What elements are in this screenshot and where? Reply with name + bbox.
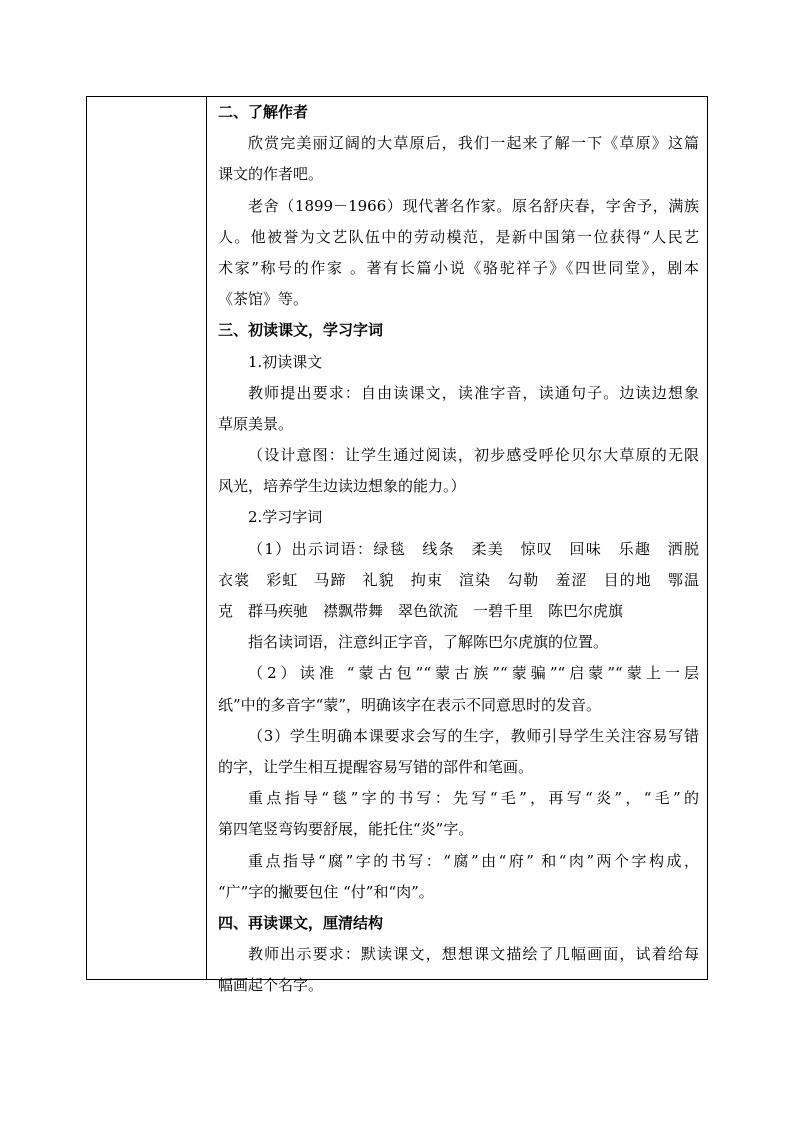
section-heading: [218, 908, 699, 939]
text-line: 克 群马疾驰 襟飘带舞 翠色欲流 一碧千里 陈巴尔虎旗: [218, 602, 624, 620]
text-line: （1）出示词语：绿毯 线条 柔美 惊叹 回味 乐趣 洒脱: [248, 539, 699, 558]
text-line: 幅画起个名字。: [218, 976, 324, 995]
text-line: 《茶馆》等。: [218, 290, 309, 309]
paragraph: [218, 191, 699, 316]
text-line: （2）读准 “蒙古包”“蒙古族”“蒙骗”“启蒙”“蒙上一层: [248, 664, 699, 683]
paragraph: [218, 440, 699, 502]
text-line: 重点指导“毯”字的书写：先写“毛”，再写“炎”，“毛”的: [248, 789, 699, 808]
paragraph: [218, 846, 699, 908]
text-line: 教师出示要求：默读课文，想想课文描绘了几幅画面，试着给每: [248, 945, 699, 964]
paragraph: [218, 939, 699, 1001]
text-line: 重点指导“腐”字的书写：“腐”由“府” 和“肉”两个字构成，: [248, 851, 699, 870]
text-line: 2.学习字词: [248, 508, 323, 527]
text-line: 术家”称号的作家 。著有长篇小说《骆驼祥子》《四世同堂》，剧本: [218, 258, 699, 277]
paragraph: [218, 721, 699, 783]
text-line: 人。他被誉为文艺队伍中的劳动模范，是新中国第一位获得“人民艺: [218, 227, 699, 246]
text-line: （设计意图：让学生通过阅读，初步感受呼伦贝尔大草原的无限: [248, 446, 699, 465]
paragraph: [218, 502, 699, 533]
lesson-table: [86, 96, 708, 995]
paragraph: [218, 658, 699, 720]
text-line: 课文的作者吧。: [218, 165, 324, 184]
text-line: “广”字的撇要包住 “付”和“肉”。: [218, 882, 434, 901]
section-heading: [218, 97, 699, 128]
text-line: 风光，培养学生边读边想象的能力。）: [218, 477, 466, 496]
text-line: 第四笔竖弯钩要舒展，能托住“炎”字。: [218, 820, 474, 839]
paragraph: [218, 627, 699, 658]
text-line: 纸”中的多音字“蒙”，明确该字在表示不同意思时的发音。: [218, 695, 602, 714]
section-heading: [218, 315, 699, 346]
text-line: 1.初读课文: [248, 352, 323, 371]
table-left-column: [87, 97, 207, 979]
paragraph: [218, 378, 699, 440]
text-line: 草原美景。: [218, 414, 294, 433]
paragraph: [218, 347, 699, 378]
text-line: 欣赏完美丽辽阔的大草原后，我们一起来了解一下《草原》这篇: [248, 134, 699, 153]
text-line: （3）学生明确本课要求会写的生字，教师引导学生关注容易写错: [248, 726, 699, 745]
paragraph: [218, 534, 699, 628]
heading-text: 三、初读课文，学习字词: [218, 321, 384, 340]
paragraph: [218, 783, 699, 845]
heading-text: 四、再读课文，厘清结构: [218, 913, 384, 932]
text-line: 教师提出要求：自由读课文，读准字音，读通句子。边读边想象: [248, 383, 699, 402]
paragraph: [218, 128, 699, 190]
text-line: 的字，让学生相互提醒容易写错的部件和笔画。: [218, 757, 534, 776]
text-line: 衣裳 彩虹 马蹄 礼貌 拘束 渲染 勾勒 羞涩 目的地 鄂温: [218, 570, 699, 589]
text-line: 老舍（1899－1966）现代著名作家。原名舒庆春，字舍予，满族: [248, 196, 699, 215]
table-content-cell: [208, 97, 707, 995]
text-line: 指名读词语，注意纠正字音，了解陈巴尔虎旗的位置。: [248, 633, 609, 652]
heading-text: 二、了解作者: [218, 103, 309, 121]
